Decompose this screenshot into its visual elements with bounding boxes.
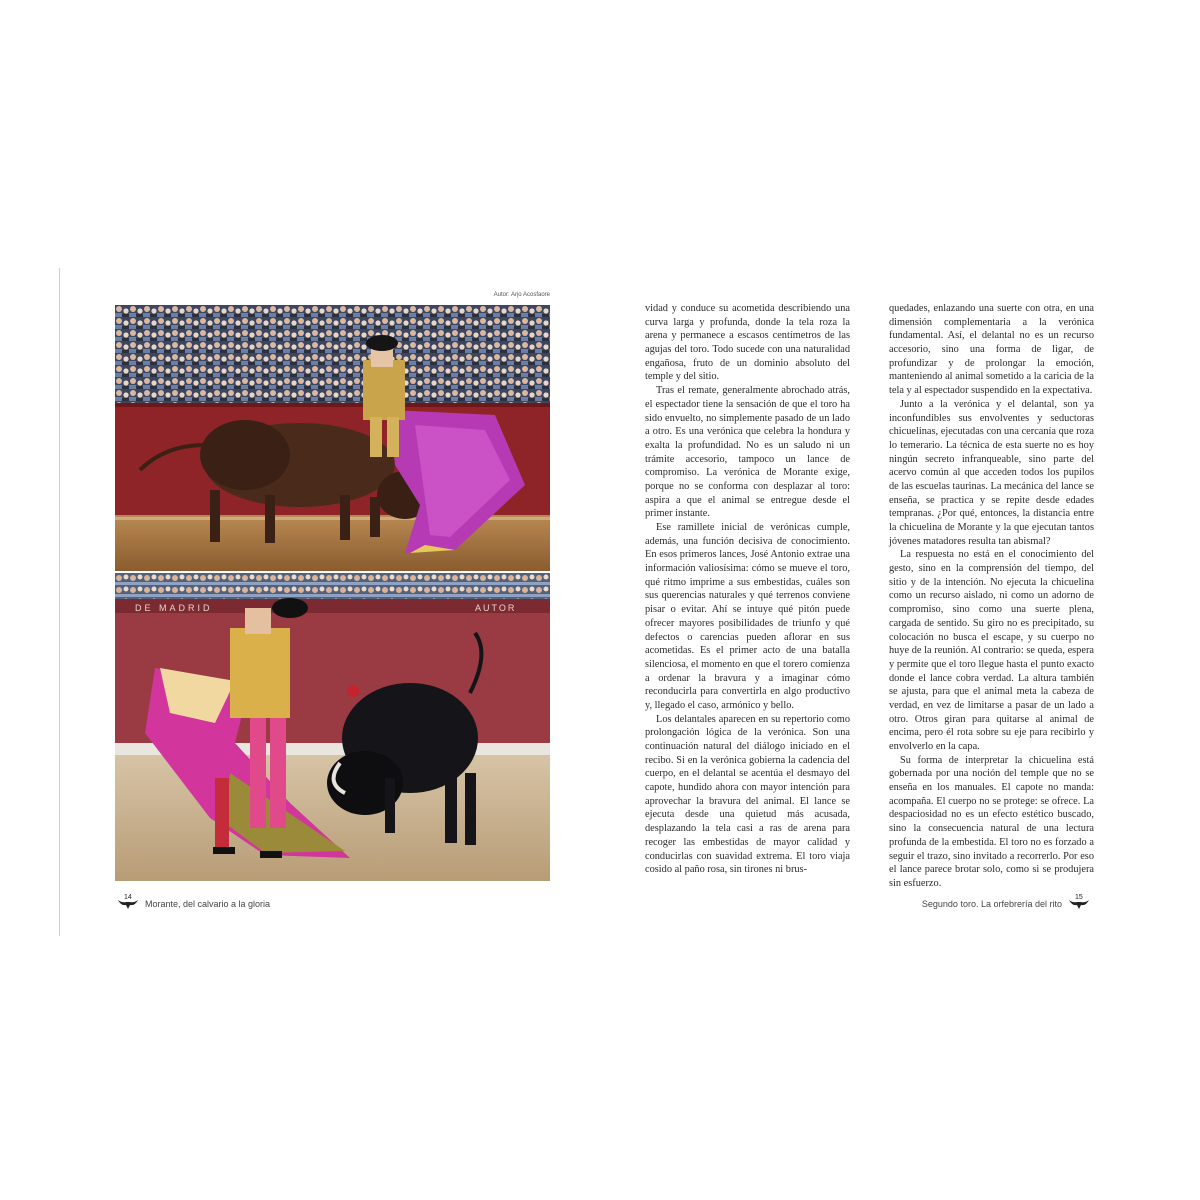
- page-edge-line: [59, 268, 60, 936]
- page-number-left: 14: [124, 894, 132, 901]
- paragraph: Ese ramillete inicial de verónicas cumple, además, una función decisiva de conocimiento. En esos primeros lances, José Antonio extrae una información valiosísima: cómo se mueve el toro, qué ritmo imprime a sus embestidas, cuáles son sus querencias naturales y qué terrenos conviene pisar o evitar. Ahí se intuye qué pitón puede ofrecer mayores posibilidades de triunfo y qué defectos o carencias pueden aflorar en sus acometidas. Es el primer acto de una batalla silenciosa, el momento en que el torero comienza a ordenar la bravura y a imaginar cómo reconducirla para convertirla en algo productivo y, llegado el caso, armónico y bello.: [645, 522, 850, 711]
- page-number-right: 15: [1075, 894, 1083, 901]
- folio-right: [921, 894, 1090, 911]
- running-title-right: Segundo toro. La orfebrería del rito: [921, 899, 1062, 909]
- paragraph: Tras el remate, generalmente abrochado atrás, el espectador tiene la sensación de que el toro ha sido envuelto, no simplemente pasado de un lado a otro. Es una verónica que celebra la hondura y exalta la profundidad. No es un saludo ni un trámite accesorio, tampoco un lance de compromiso. La verónica de Morante exige, porque no se conforma con desplazar al toro: aspira a que el animal se entregue desde el primer instante.: [645, 385, 850, 520]
- paragraph: Los delantales aparecen en su repertorio como prolongación lógica de la verónica. Son una continuación natural del diálogo iniciado en el recibo. Si en la verónica gobierna la cadencia del cuerpo, en el delantal se acentúa el desmayo del capote, hundido ahora con mayor intención para aprovechar la bravura del animal. El lance se ejecuta desde una quietud más acusada, desplazando la tela casi a ras de arena para recoger las embestidas de mayor calidad y conducirlas con suavidad extrema. El toro viaja cosido al paño rosa, sin tirones ni brus-: [645, 713, 850, 876]
- paragraph: Su forma de interpretar la chicuelina está gobernada por una noción del temple que no se enseña en los manuales. El capote no manda: acompaña. El cuerpo no se protege: se ofrece. La despaciosidad no es un efecto estético buscado, sino la consecuencia natural de una lectura profunda de la embestida. El toro no es forzado a seguir el trazo, sino invitado a recorrerlo. Por eso el lance parece brotar solo, como si se produjera sin esfuerzo.: [889, 754, 1094, 889]
- bullfight-photo-top: [115, 305, 550, 571]
- bull-horns-icon: [1068, 894, 1090, 911]
- svg-text:DE MADRID: DE MADRID: [135, 603, 213, 613]
- paragraph: vidad y conduce su acometida describiendo una curva larga y profunda, donde la tela roza la arena y permanece a escasos centímetros de las agujas del toro. Todo sucede con una naturalidad engañosa, fruto de un dominio absoluto del temple y del sitio.: [645, 303, 850, 383]
- bullfight-photo-bottom: [115, 573, 550, 881]
- text-column-left: [645, 302, 850, 877]
- paragraph: La respuesta no está en el conocimiento del gesto, sino en la comprensión del tiempo, del sitio y de la intención. No ejecuta la chicuelina como un recurso aislado, ni como un adorno de compromiso, sino como una suerte plena, cargada de sentido. Su giro no es precipitado, su colocación no busca el escape, y su cuerpo no huye de la reunión. Al contrario: se queda, espera y permite que el toro llegue hasta el punto exacto donde el lance cobra verdad. La altura también se ajusta, para que el animal meta la cabeza de verdad, en vez de limitarse a pasar de un lado a otro. Otros giran para quitarse al animal de encima, pero él rota sobre su eje para recibirlo y envolverlo en la capa.: [889, 549, 1094, 752]
- svg-text:AUTOR: AUTOR: [475, 603, 517, 613]
- text-column-right: [889, 302, 1094, 891]
- running-title-left: Morante, del calvario a la gloria: [145, 899, 271, 909]
- paragraph: Junto a la verónica y el delantal, son ya inconfundibles sus envolventes y seductoras chicuelinas, ejecutadas con una cercanía que roza lo temerario. La técnica de esta suerte no es hoy ningún secreto infranqueable, sino parte del acervo común al que acceden todos los pupilos de las escuelas taurinas. La mecánica del lance se enseña, se practica y se repite desde edades tempranas. ¿Por qué, entonces, la distancia entre la chicuelina de Morante y la que ejecutan tantos jóvenes matadores resulta tan abismal?: [889, 398, 1094, 547]
- folio-left: [117, 894, 271, 911]
- photo-credit: Autor: Arjo Acosfaore: [493, 292, 550, 298]
- bull-horns-icon: [117, 894, 139, 911]
- paragraph: quedades, enlazando una suerte con otra, en una dimensión complementaria a la verónica fundamental. Así, el delantal no es un recurso accesorio, sino una forma de ligar, de profundizar y de prolongar la emoción, manteniendo al animal sometido a la caricia de la tela y al espectador suspendido en la expectativa.: [889, 303, 1094, 397]
